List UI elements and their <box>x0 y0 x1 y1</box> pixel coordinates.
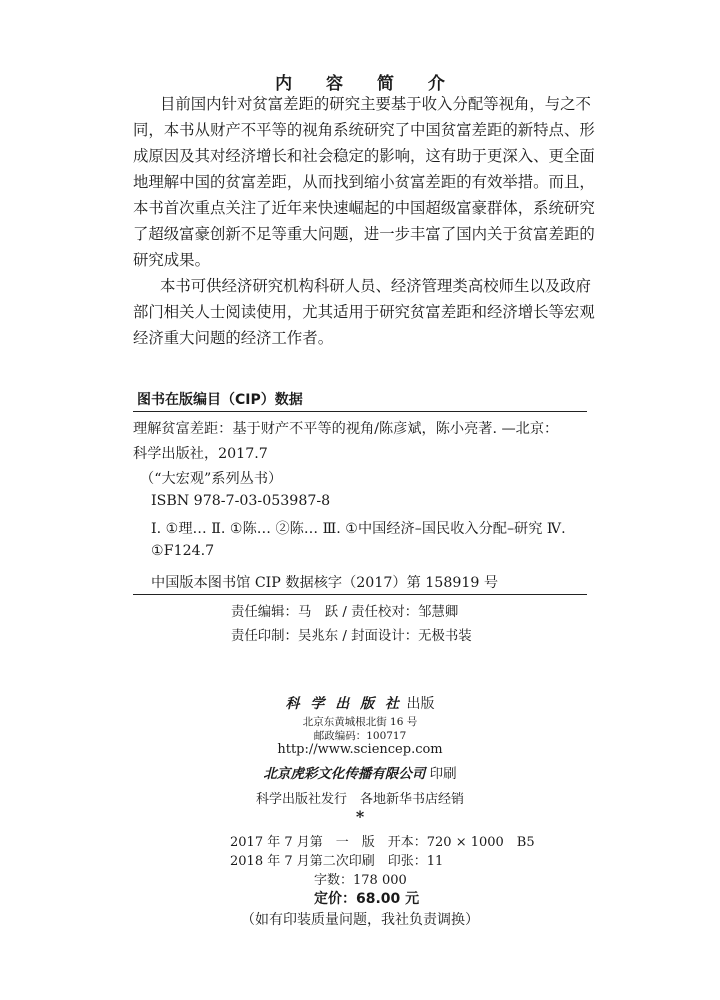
publisher-suffix: 出版 <box>406 696 435 712</box>
distribution: 科学出版社发行 各地新华书店经销 <box>255 792 464 807</box>
cip-line-4: ISBN 978-7-03-053987-8 <box>151 493 331 509</box>
edition-line-1: 2017 年 7 月第 一 版 开本：720 × 1000 B5 <box>230 835 535 850</box>
summary-p2-line-2: 部门相关人士阅读使用，尤其适用于研究贫富差距和经济增长等宏观 <box>133 303 595 321</box>
publisher-line <box>0 693 720 713</box>
cip-bottom-rule <box>133 594 587 595</box>
publisher-address: 北京东黄城根北街 16 号 <box>302 716 418 728</box>
summary-p1-line-1: 目前国内针对贫富差距的研究主要基于收入分配等视角，与之不 <box>160 95 591 113</box>
cip-line-5: Ⅰ. ①理… Ⅱ. ①陈… ②陈… Ⅲ. ①中国经济–国民收入分配–研究 Ⅳ. <box>151 521 566 537</box>
credits-line-1: 责任编辑：马 跃 / 责任校对：邹慧卿 <box>231 605 459 620</box>
printer-line <box>0 762 720 782</box>
credits-line-2: 责任印制：吴兆东 / 封面设计：无极书装 <box>231 629 472 644</box>
printer-suffix: 印刷 <box>429 766 457 782</box>
cip-line-1: 理解贫富差距：基于财产不平等的视角/陈彦斌，陈小亮著. —北京： <box>133 421 559 437</box>
publisher-postcode: 邮政编码：100717 <box>313 730 407 742</box>
summary-p1-line-2: 同，本书从财产不平等的视角系统研究了中国贫富差距的新特点、形 <box>133 121 595 139</box>
cip-line-2: 科学出版社，2017.7 <box>133 446 268 462</box>
printer-name: 北京虎彩文化传播有限公司 <box>263 766 426 782</box>
cip-line-6: ①F124.7 <box>151 543 215 559</box>
price: 定价：68.00 元 <box>314 891 420 907</box>
quality-note: （如有印装质量问题，我社负责调换） <box>241 912 479 928</box>
cip-line-3: （“大宏观”系列丛书） <box>140 471 283 487</box>
cip-line-7: 中国版本图书馆 CIP 数据核字（2017）第 158919 号 <box>151 575 499 591</box>
summary-p1-line-3: 成原因及其对经济增长和社会稳定的影响，这有助于更深入、更全面 <box>133 147 595 165</box>
summary-p1-line-5: 本书首次重点关注了近年来快速崛起的中国超级富豪群体，系统研究 <box>133 199 595 217</box>
summary-p1-line-7: 研究成果。 <box>133 251 210 269</box>
cip-heading: 图书在版编目（CIP）数据 <box>137 392 303 408</box>
summary-p1-line-4: 地理解中国的贫富差距，从而找到缩小贫富差距的有效举措。而且， <box>133 173 595 191</box>
summary-p2-line-3: 经济重大问题的经济工作者。 <box>133 329 334 347</box>
publisher-logo: 科 学 出 版 社 <box>285 696 403 712</box>
publisher-url: http://www.sciencep.com <box>277 742 443 757</box>
cip-top-rule <box>133 411 587 412</box>
separator-star: * <box>355 807 365 826</box>
summary-p2-line-1: 本书可供经济研究机构科研人员、经济管理类高校师生以及政府 <box>160 277 591 295</box>
edition-line-2: 2018 年 7 月第二次印刷 印张：11 <box>230 854 444 869</box>
summary-p1-line-6: 了超级富豪创新不足等重大问题，进一步丰富了国内关于贫富差距的 <box>133 225 595 243</box>
summary-title: 内 容 简 介 <box>275 74 459 94</box>
edition-line-3: 字数：178 000 <box>314 873 407 888</box>
